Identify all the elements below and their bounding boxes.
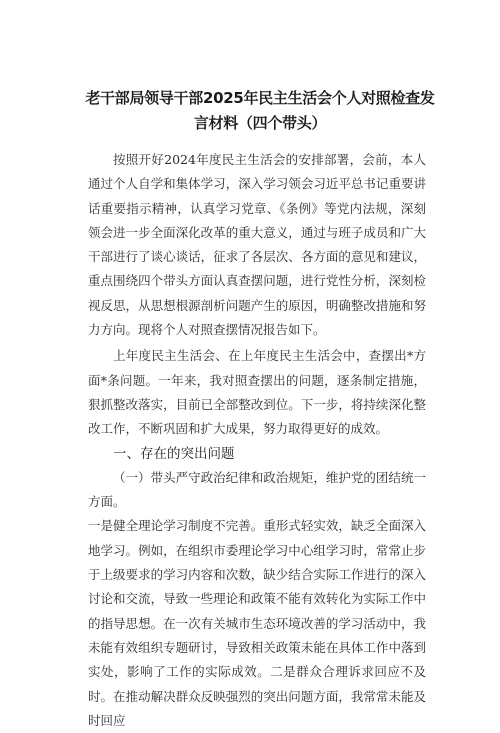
review-paragraph: 上年度民主生活会、在上年度民主生活会中，查摆出*方面*条问题。一年来，我对照查摆出的问题，逐条制定措施，狠抓整改落实，目前已全部整改到位。下一步，将持续深化整改工作，不断巩固和扩大成果，努力取得更好的成效。 — [88, 348, 426, 437]
section-heading: 一、存在的突出问题 — [113, 445, 235, 462]
section-paragraph: 一是健全理论学习制度不完善。重形式轻实效，缺乏全面深入地学习。例如，在组织市委理论学习中心组学习时，常常止步于上级要求的学习内容和次数，缺少结合实际工作进行的深入讨论和交流，导致一些理论和政策不能有效转化为实际工作中的指导思想。在一次有关城市生态环境改善的学习活动中，我未能有效组织专题研讨，导致相关政策未能在具体工作中落到实处，影响了工作的实际成效。二是群众合理诉求回应不及时。在推动解决群众反映强烈的突出问题方面，我常常未能及时回应 — [88, 518, 426, 728]
subsection-heading: （一）带头严守政治纪律和政治规矩，维护党的团结统一方面。 — [88, 469, 426, 510]
intro-paragraph: 按照开好2024年度民主生活会的安排部署，会前，本人通过个人自学和集体学习，深入学习领会习近平总书记重要讲话重要指示精神，认真学习党章、《条例》等党内法规，深刻领会进一步全面深化改革的重大意义，通过与班子成员和广大干部进行了谈心谈话，征求了各层次、各方面的意见和建议，重点围绕四个带头方面认真查摆问题，进行党性分析，深刻检视反思，从思想根源剖析问题产生的原因，明确整改措施和努力方向。现将个人对照查摆情况报告如下。 — [88, 152, 426, 338]
document-title: 老干部局领导干部2025年民主生活会个人对照检查发言材料（四个带头） — [85, 89, 435, 132]
document-body — [88, 148, 426, 733]
